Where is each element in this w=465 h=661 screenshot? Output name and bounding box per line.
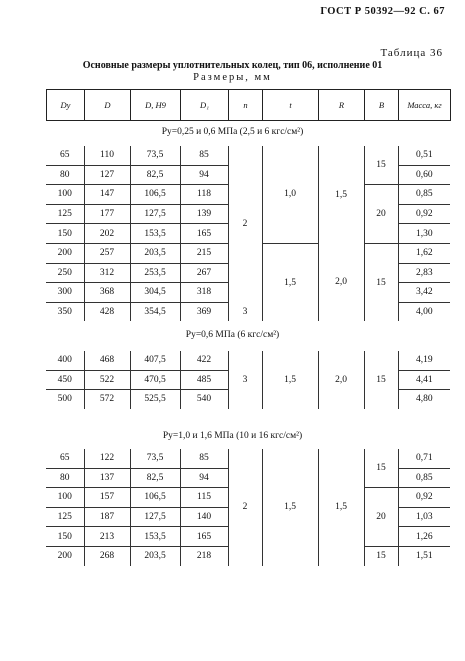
d-h9-cell: 73,5 bbox=[130, 146, 180, 165]
dy-cell: 100 bbox=[46, 185, 84, 205]
dy-cell: 200 bbox=[57, 551, 72, 562]
d-cell: 312 bbox=[84, 263, 130, 283]
d-h9-cell: 153,5 bbox=[130, 527, 180, 547]
r-cell: 2,0 bbox=[318, 351, 364, 409]
col-header-d1: D₁ bbox=[181, 90, 229, 121]
b-cell: 15 bbox=[364, 449, 398, 488]
d-cell: 572 bbox=[84, 390, 130, 409]
d1-cell: 485 bbox=[180, 370, 228, 390]
b-cell: 15 bbox=[364, 243, 398, 321]
d-cell: 147 bbox=[84, 185, 130, 205]
d-cell: 522 bbox=[84, 370, 130, 390]
d1-cell: 94 bbox=[180, 165, 228, 185]
dy-cell: 65 bbox=[46, 146, 84, 165]
r-cell: 2,0 bbox=[318, 243, 364, 321]
d-h9-cell: 354,5 bbox=[130, 302, 180, 321]
mass-cell: 0,92 bbox=[398, 488, 450, 508]
t-cell: 1,5 bbox=[262, 351, 318, 409]
d-h9-cell: 73,5 bbox=[130, 449, 180, 468]
mass-cell: 2,83 bbox=[398, 263, 450, 283]
dy-cell: 450 bbox=[46, 370, 84, 390]
col-header-dy: Dу bbox=[47, 90, 85, 121]
d-h9-cell: 82,5 bbox=[130, 468, 180, 488]
mass-cell: 1,51 bbox=[398, 546, 450, 565]
dy-cell: 80 bbox=[46, 468, 84, 488]
d1-cell: 318 bbox=[180, 283, 228, 303]
d-h9-cell: 407,5 bbox=[130, 351, 180, 370]
page-header: ГОСТ Р 50392—92 С. 67 bbox=[320, 6, 445, 17]
d-h9-cell: 153,5 bbox=[130, 224, 180, 244]
d1-cell: 369 bbox=[180, 302, 228, 321]
n-cell: 2 bbox=[228, 449, 262, 566]
d1-cell: 422 bbox=[180, 351, 228, 370]
dy-cell: 200 bbox=[46, 243, 84, 263]
d-cell: 187 bbox=[84, 507, 130, 527]
r-cell: 1,5 bbox=[318, 146, 364, 243]
d1-cell: 85 bbox=[180, 146, 228, 165]
section-1-table bbox=[46, 146, 450, 321]
t-cell: 1,5 bbox=[262, 243, 318, 321]
dy-cell: 250 bbox=[46, 263, 84, 283]
mass-cell: 4,19 bbox=[398, 351, 450, 370]
col-header-d-h9: D, H9 bbox=[131, 90, 181, 121]
mass-cell: 1,03 bbox=[398, 507, 450, 527]
d-h9-cell: 106,5 bbox=[130, 488, 180, 508]
mass-cell: 0,51 bbox=[398, 146, 450, 165]
d-h9-cell: 525,5 bbox=[130, 390, 180, 409]
mass-cell: 4,00 bbox=[398, 302, 450, 321]
mass-cell: 4,80 bbox=[398, 390, 450, 409]
dy-cell: 100 bbox=[46, 488, 84, 508]
d-cell: 368 bbox=[84, 283, 130, 303]
d-cell: 122 bbox=[84, 449, 130, 468]
dy-cell: 65 bbox=[46, 449, 84, 468]
section-2-caption: Pу=0,6 МПа (6 кгс/см²) bbox=[185, 330, 280, 340]
d-h9-cell: 127,5 bbox=[130, 204, 180, 224]
table-title: Основные размеры уплотнительных колец, тип 06, исполнение 01 bbox=[82, 60, 383, 71]
mass-cell: 3,42 bbox=[398, 283, 450, 303]
dy-cell: 150 bbox=[46, 224, 84, 244]
section-2-table bbox=[46, 351, 450, 409]
d1-cell: 165 bbox=[180, 527, 228, 547]
dy-cell: 350 bbox=[57, 307, 72, 318]
table-number: Таблица 36 bbox=[380, 47, 443, 59]
d-cell: 468 bbox=[84, 351, 130, 370]
d-cell: 268 bbox=[84, 546, 130, 565]
col-header-n: n bbox=[229, 90, 263, 121]
mass-cell: 0,60 bbox=[398, 165, 450, 185]
d-cell: 257 bbox=[84, 243, 130, 263]
dy-cell: 400 bbox=[46, 351, 84, 370]
mass-cell: 0,71 bbox=[398, 449, 450, 468]
b-cell: 15 bbox=[364, 546, 398, 565]
d-h9-cell: 203,5 bbox=[130, 546, 180, 565]
t-cell: 1,5 bbox=[262, 449, 318, 566]
col-header-mass: Масса, кг bbox=[399, 90, 451, 121]
d1-cell: 215 bbox=[180, 243, 228, 263]
d1-cell: 94 bbox=[180, 468, 228, 488]
dy-cell: 150 bbox=[46, 527, 84, 547]
d-cell: 137 bbox=[84, 468, 130, 488]
d-h9-cell: 127,5 bbox=[130, 507, 180, 527]
col-header-b: B bbox=[365, 90, 399, 121]
d1-cell: 140 bbox=[180, 507, 228, 527]
d-cell: 213 bbox=[84, 527, 130, 547]
mass-cell: 0,85 bbox=[398, 468, 450, 488]
d-cell: 177 bbox=[84, 204, 130, 224]
n-cell: 3 bbox=[228, 351, 262, 409]
d-cell: 202 bbox=[84, 224, 130, 244]
d1-cell: 165 bbox=[180, 224, 228, 244]
d-cell: 428 bbox=[84, 302, 130, 321]
d1-cell: 540 bbox=[180, 390, 228, 409]
b-cell: 15 bbox=[364, 351, 398, 409]
d1-cell: 267 bbox=[180, 263, 228, 283]
d1-cell: 85 bbox=[180, 449, 228, 468]
dy-cell: 125 bbox=[46, 204, 84, 224]
b-cell: 15 bbox=[364, 146, 398, 185]
col-header-r: R bbox=[319, 90, 365, 121]
mass-cell: 1,62 bbox=[398, 243, 450, 263]
d-cell: 127 bbox=[84, 165, 130, 185]
mass-cell: 1,26 bbox=[398, 527, 450, 547]
d1-cell: 118 bbox=[180, 185, 228, 205]
col-header-t: t bbox=[263, 90, 319, 121]
dy-cell: 500 bbox=[57, 394, 72, 405]
d-cell: 110 bbox=[84, 146, 130, 165]
d-h9-cell: 470,5 bbox=[130, 370, 180, 390]
d-h9-cell: 304,5 bbox=[130, 283, 180, 303]
section-3-table bbox=[46, 449, 450, 566]
mass-cell: 4,41 bbox=[398, 370, 450, 390]
sizes-label: Размеры, мм bbox=[193, 72, 272, 83]
t-cell: 1,0 bbox=[262, 146, 318, 243]
dy-cell: 125 bbox=[46, 507, 84, 527]
mass-cell: 1,30 bbox=[398, 224, 450, 244]
dy-cell: 80 bbox=[46, 165, 84, 185]
n-cell: 2 bbox=[228, 146, 262, 302]
section-3-caption: Pу=1,0 и 1,6 МПа (10 и 16 кгс/см²) bbox=[162, 431, 303, 441]
d-h9-cell: 106,5 bbox=[130, 185, 180, 205]
d1-cell: 115 bbox=[180, 488, 228, 508]
d-h9-cell: 203,5 bbox=[130, 243, 180, 263]
dy-cell: 300 bbox=[46, 283, 84, 303]
mass-cell: 0,85 bbox=[398, 185, 450, 205]
mass-cell: 0,92 bbox=[398, 204, 450, 224]
section-1-caption: Pу=0,25 и 0,6 МПа (2,5 и 6 кгс/см²) bbox=[161, 127, 304, 137]
r-cell: 1,5 bbox=[318, 449, 364, 566]
d1-cell: 139 bbox=[180, 204, 228, 224]
n-cell: 3 bbox=[228, 302, 262, 321]
d1-cell: 218 bbox=[180, 546, 228, 565]
d-h9-cell: 253,5 bbox=[130, 263, 180, 283]
b-cell: 20 bbox=[364, 488, 398, 547]
d-cell: 157 bbox=[84, 488, 130, 508]
table-header bbox=[46, 89, 451, 121]
col-header-d: D bbox=[85, 90, 131, 121]
b-cell: 20 bbox=[364, 185, 398, 244]
d-h9-cell: 82,5 bbox=[130, 165, 180, 185]
